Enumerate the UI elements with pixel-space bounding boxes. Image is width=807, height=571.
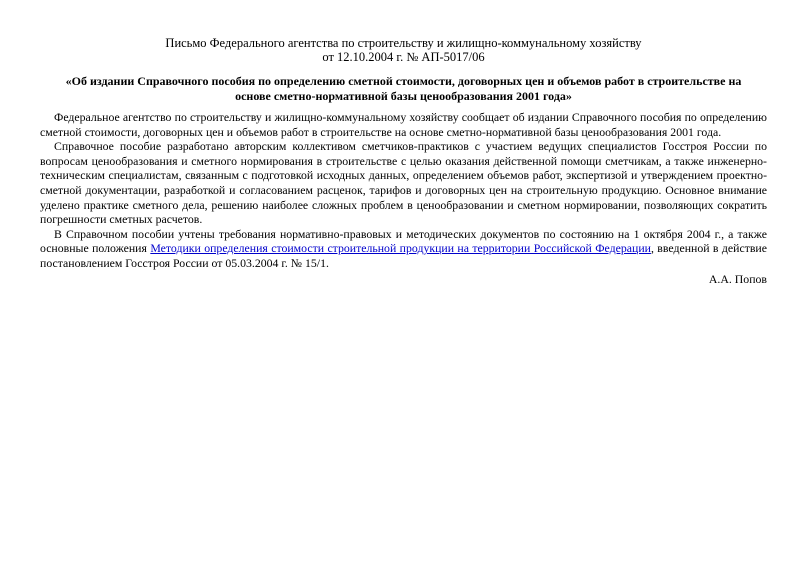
letter-header-line-2: от 12.10.2004 г. № АП-5017/06	[322, 50, 485, 64]
document-title: «Об издании Справочного пособия по определению сметной стоимости, договорных цен и объемов работ в строительстве на основе сметно-нормативной базы ценообразования 2001 года»	[65, 74, 742, 103]
paragraph-1: Федеральное агентство по строительству и жилищно-коммунальному хозяйству сообщает об издании Справочного пособия по определению сметной стоимости, договорных цен и объемов работ в строительстве на основе сметно-нормативной базы ценообразования 2001 года.	[40, 110, 767, 139]
signature: А.А. Попов	[708, 271, 767, 286]
paragraph-3-text-after: , введенной в действие постановлением Госстроя России от 05.03.2004 г. № 15/1.	[40, 241, 767, 270]
paragraph-3	[40, 227, 767, 271]
methodology-document-link[interactable]: Методики определения стоимости строительной продукции на территории Российской Федерации	[150, 241, 651, 256]
paragraph-2: Справочное пособие разработано авторским коллективом сметчиков-практиков с участием ведущих специалистов Госстроя России по вопросам ценообразования и сметного нормирования в строительстве с целью оказания действенной помощи сметчикам, а также инженерно-техническим специалистам, связанным с подготовкой исходных данных, определением объемов работ, экспертизой и утверждением проектно-сметной документации, разработкой и согласованием расценок, тарифов и договорных цен на строительную продукцию. Основное внимание уделено практике сметного дела, решению наиболее сложных проблем в ценообразовании и сметном нормировании, позволяющих сократить погрешности сметных расчетов.	[40, 139, 767, 227]
letter-header-line-1: Письмо Федерального агентства по строительству и жилищно-коммунальному хозяйству	[165, 36, 642, 50]
paragraph-3-text-before: В Справочном пособии учтены требования нормативно-правовых и методических документов по состоянию на 1 октября 2004 г., а также основные положения	[40, 226, 767, 256]
document-body	[40, 110, 767, 271]
